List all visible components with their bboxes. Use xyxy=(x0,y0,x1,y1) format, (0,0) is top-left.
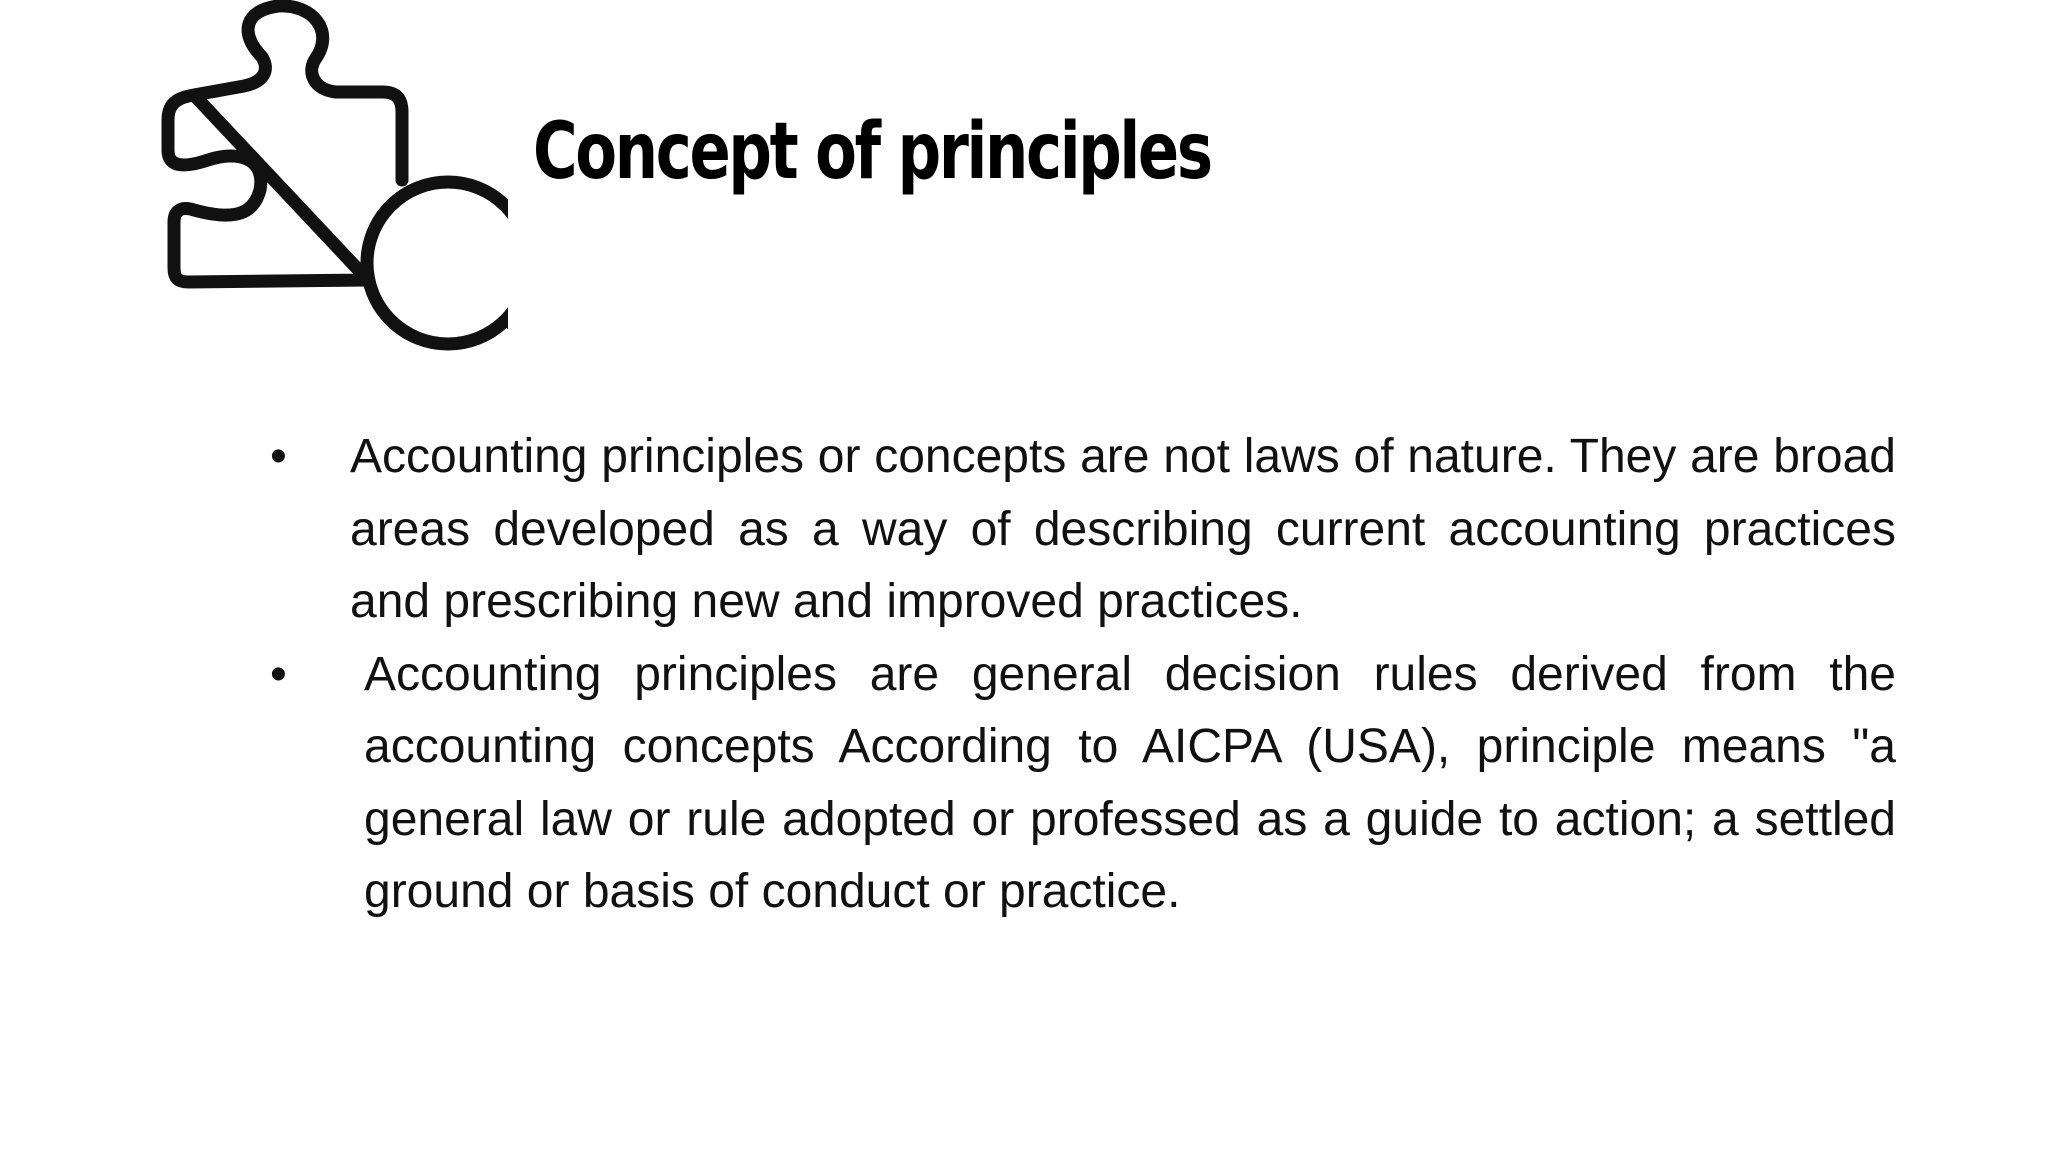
list-item xyxy=(260,421,1896,639)
slide-title: Concept of principles xyxy=(533,107,1211,197)
bullet-list xyxy=(260,421,1896,929)
puzzle-magnifier-icon xyxy=(78,0,508,400)
bullet-text: Accounting principles are general decision rules derived from the accounting concepts According to AICPA (USA), principle means "a general law or rule adopted or professed as a guide to action; a settled ground or basis of conduct or practice. xyxy=(364,647,1896,918)
bullet-text: Accounting principles or concepts are not laws of nature. They are broad areas developed as a way of describing current accounting practices and prescribing new and improved practices. xyxy=(350,430,1896,628)
list-item xyxy=(260,639,1896,929)
bullet-marker: • xyxy=(270,430,287,483)
bullet-marker: • xyxy=(270,647,287,701)
magnifier-lens-icon xyxy=(367,182,508,344)
